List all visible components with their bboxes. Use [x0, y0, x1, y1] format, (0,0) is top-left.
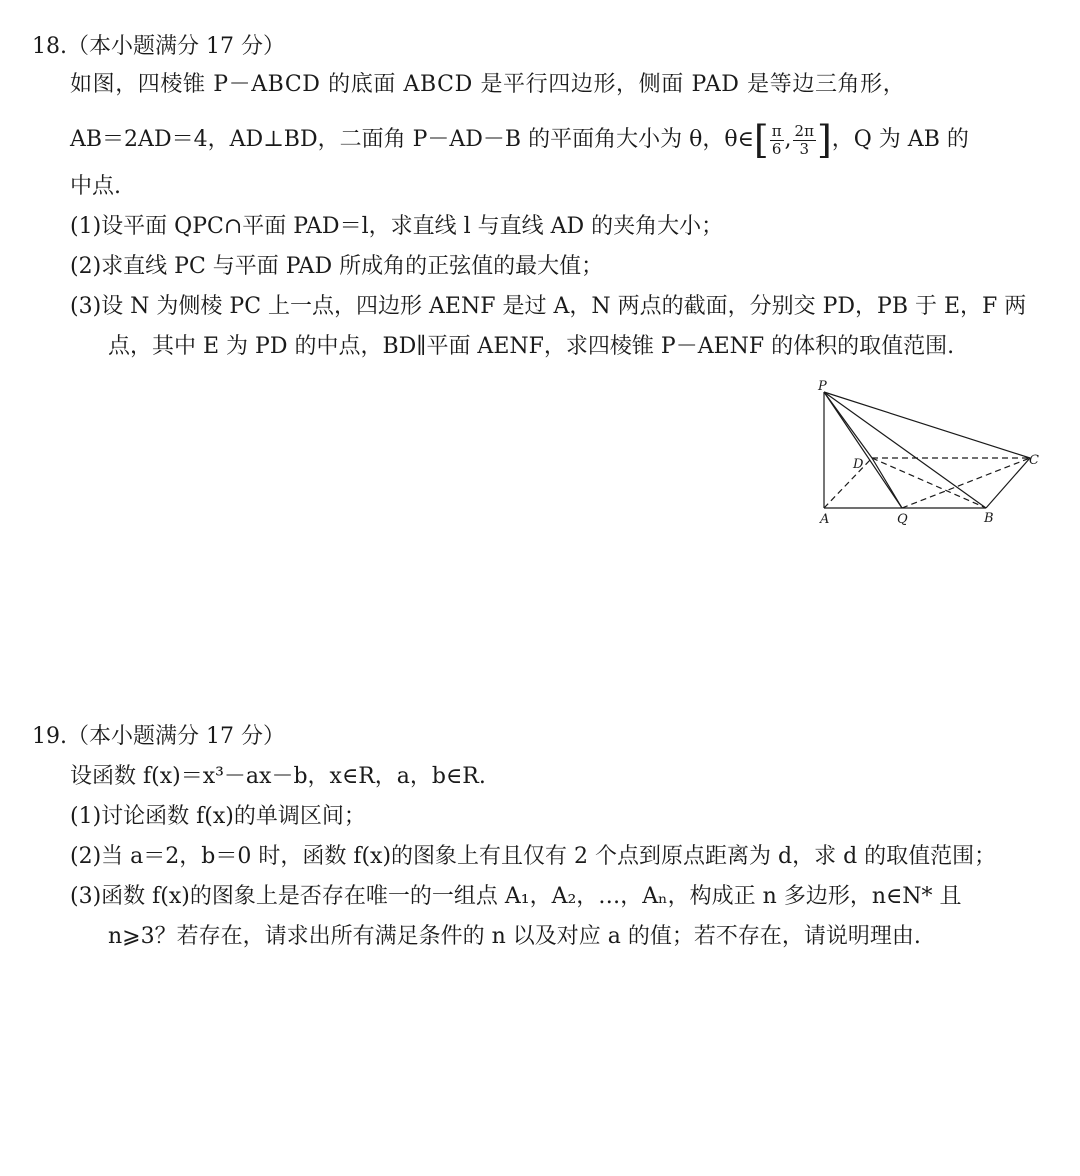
label-Q: Q	[897, 512, 908, 527]
q18-part3-line2: 点，其中 E 为 PD 的中点，BD∥平面 AENF，求四棱锥 P－AENF 的体积的取值范围.	[108, 334, 955, 359]
fraction-2pi-over-3	[793, 123, 816, 157]
pyramid-figure	[810, 380, 1040, 530]
fraction-numerator: π	[771, 122, 782, 140]
q18-stem-line3: 中点.	[70, 174, 121, 199]
fraction-numerator: 2π	[794, 122, 814, 140]
fraction-denominator: 6	[771, 139, 782, 158]
fraction-denominator: 3	[799, 139, 810, 158]
right-bracket: ]	[816, 118, 832, 162]
label-P: P	[818, 380, 827, 394]
q19-part3-line2: n⩾3？若存在，请求出所有满足条件的 n 以及对应 a 的值；若不存在，请说明理由.	[108, 924, 921, 949]
q18-stem-line2-tail: ，Q 为 AB 的	[831, 127, 969, 152]
q18-part3-line1: (3)设 N 为侧棱 PC 上一点，四边形 AENF 是过 A，N 两点的截面，分别交 PD，PB 于 E，F 两	[70, 294, 1027, 319]
q18-stem-line1: 如图，四棱锥 P－ABCD 的底面 ABCD 是平行四边形，侧面 PAD 是等边三角形，	[70, 72, 906, 97]
label-D: D	[853, 457, 864, 472]
label-A: A	[820, 512, 830, 527]
q19-part2: (2)当 a＝2，b＝0 时，函数 f(x)的图象上有且仅有 2 个点到原点距离为 d，求 d 的取值范围；	[70, 844, 997, 869]
comma: ,	[784, 127, 792, 152]
q19-part3-line1: (3)函数 f(x)的图象上是否存在唯一的一组点 A₁，A₂，…，Aₙ，构成正 n 多边形，n∈N* 且	[70, 884, 962, 909]
q18-stem-line2-text: AB＝2AD＝4，AD⊥BD，二面角 P－AD－B 的平面角大小为 θ，θ∈	[70, 127, 754, 152]
q19-part1: (1)讨论函数 f(x)的单调区间；	[70, 804, 366, 829]
label-B: B	[984, 511, 994, 526]
q18-header: 18.（本小题满分 17 分）	[32, 34, 285, 59]
q18-stem-line2	[70, 116, 969, 164]
label-C: C	[1029, 453, 1039, 468]
q19-stem: 设函数 f(x)＝x³－ax－b，x∈R，a，b∈R.	[70, 764, 486, 789]
q19-header: 19.（本小题满分 17 分）	[32, 724, 285, 749]
q18-part2: (2)求直线 PC 与平面 PAD 所成角的正弦值的最大值；	[70, 254, 604, 279]
q18-part1: (1)设平面 QPC∩平面 PAD＝l，求直线 l 与直线 AD 的夹角大小；	[70, 214, 724, 239]
fraction-pi-over-6	[770, 123, 784, 157]
left-bracket: [	[753, 118, 769, 162]
